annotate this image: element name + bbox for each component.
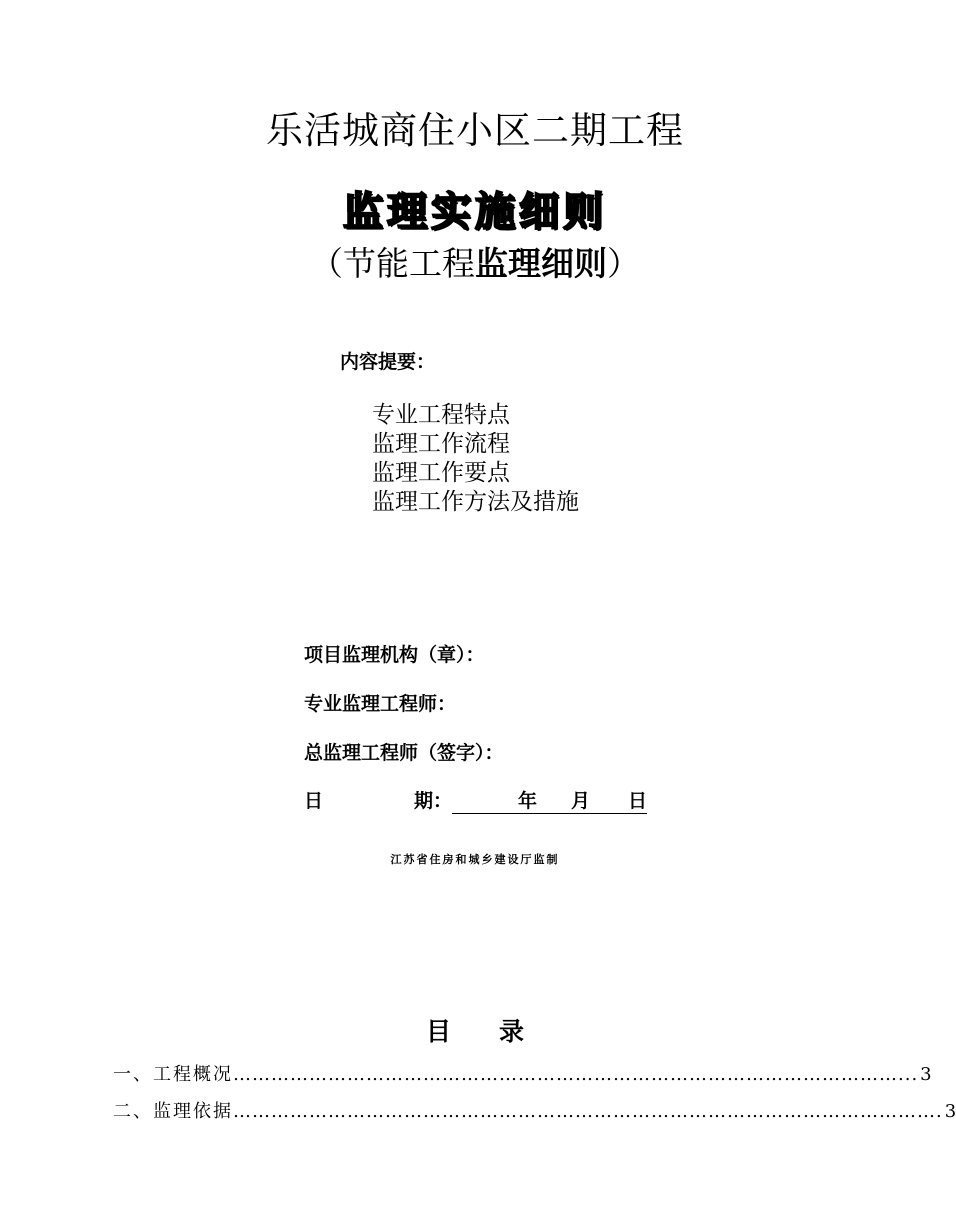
- subtitle-paren-open: （: [310, 244, 343, 283]
- specialty-engineer-field: 专业监理工程师：: [304, 693, 457, 715]
- toc-entry-label: 一、工程概况: [113, 1064, 233, 1085]
- date-blank: [452, 786, 647, 814]
- summary-item: 监理工作方法及措施: [372, 489, 579, 515]
- toc-entry[interactable]: [113, 1060, 932, 1086]
- chief-engineer-field: 总监理工程师（签字）：: [304, 742, 504, 764]
- summary-item: 专业工程特点: [372, 402, 510, 428]
- agency-seal-field: 项目监理机构（章）：: [304, 644, 485, 666]
- main-title: 监理实施细则: [343, 189, 607, 235]
- project-title: 乐活城商住小区二期工程: [266, 109, 684, 152]
- summary-label: 内容提要：: [340, 351, 436, 373]
- date-label-ri: 日: [304, 790, 324, 812]
- subtitle-paren-close: ）: [607, 244, 640, 283]
- date-day: 日: [628, 790, 648, 812]
- toc-entry[interactable]: [113, 1097, 956, 1123]
- toc-leader-dots: ………………………………………………………………………………………………….: [233, 1101, 943, 1122]
- toc-entry-label: 二、监理依据: [113, 1101, 233, 1122]
- summary-item: 监理工作流程: [372, 431, 510, 457]
- subtitle-bold: 监理细则: [475, 244, 607, 283]
- date-month: 月: [571, 790, 591, 812]
- date-field: [304, 786, 647, 814]
- date-label-qi: 期：: [414, 790, 453, 812]
- date-year: 年: [518, 790, 538, 812]
- summary-item: 监理工作要点: [372, 460, 510, 486]
- toc-leader-dots: ……………………………………………………………………………………………...: [233, 1064, 919, 1085]
- toc-page-number: 3: [920, 1064, 932, 1085]
- issuer-note: 江苏省住房和城乡建设厅监制: [390, 853, 560, 866]
- subtitle: [0, 238, 950, 285]
- subtitle-normal: 节能工程: [343, 244, 475, 283]
- toc-title: 目录: [425, 1017, 572, 1046]
- toc-page-number: 3: [944, 1101, 956, 1122]
